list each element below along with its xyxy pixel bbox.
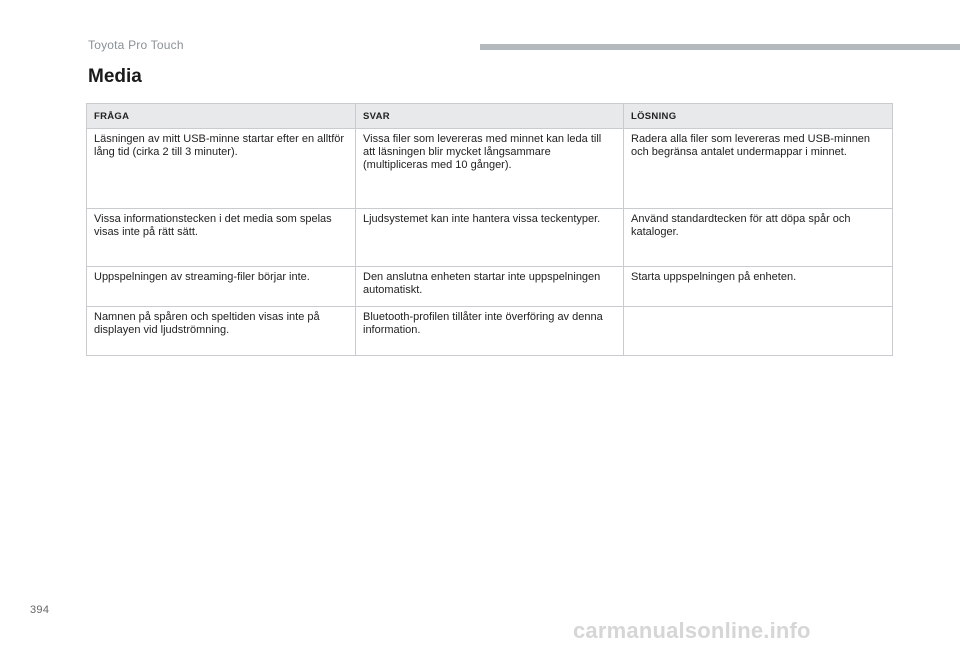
- page-number: 394: [30, 604, 50, 616]
- document-header-title: Toyota Pro Touch: [88, 38, 184, 52]
- answer-cell: Bluetooth-profilen tillåter inte överföring av denna information.: [356, 307, 624, 356]
- section-title: Media: [88, 66, 142, 87]
- column-header-question: FRÅGA: [87, 104, 356, 129]
- question-cell: Namnen på spåren och speltiden visas inte på displayen vid ljudströmning.: [87, 307, 356, 356]
- table-row: [87, 307, 893, 356]
- table-row: [87, 209, 893, 267]
- table-row: [87, 267, 893, 307]
- solution-cell: Använd standardtecken för att döpa spår och kataloger.: [624, 209, 893, 267]
- watermark: carmanualsonline.info: [573, 618, 811, 643]
- table-row: [87, 129, 893, 209]
- answer-cell: Ljudsystemet kan inte hantera vissa teckentyper.: [356, 209, 624, 267]
- answer-cell: Vissa filer som levereras med minnet kan leda till att läsningen blir mycket långsammare (multipliceras med 10 gånger).: [356, 129, 624, 209]
- solution-cell: Radera alla filer som levereras med USB-minnen och begränsa antalet undermappar i minnet.: [624, 129, 893, 209]
- column-header-solution: LÖSNING: [624, 104, 893, 129]
- solution-cell: [624, 307, 893, 356]
- question-cell: Vissa informationstecken i det media som spelas visas inte på rätt sätt.: [87, 209, 356, 267]
- solution-cell: Starta uppspelningen på enheten.: [624, 267, 893, 307]
- column-header-answer: SVAR: [356, 104, 624, 129]
- question-cell: Uppspelningen av streaming-filer börjar inte.: [87, 267, 356, 307]
- faq-table: [86, 103, 893, 356]
- question-cell: Läsningen av mitt USB-minne startar efter en alltför lång tid (cirka 2 till 3 minuter).: [87, 129, 356, 209]
- table-header-row: [87, 104, 893, 129]
- header-divider-bar: [480, 44, 960, 50]
- answer-cell: Den anslutna enheten startar inte uppspelningen automatiskt.: [356, 267, 624, 307]
